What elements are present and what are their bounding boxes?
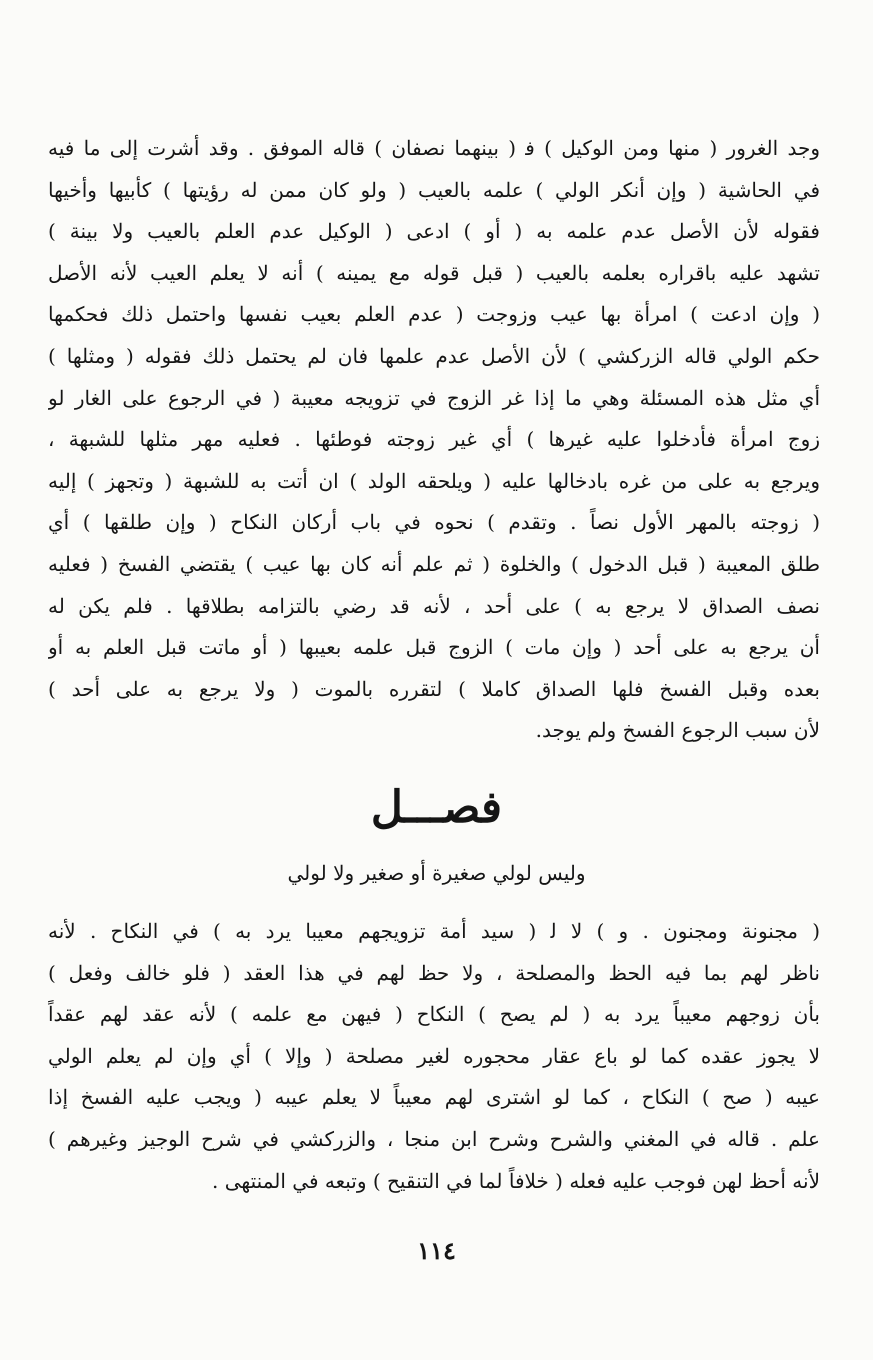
paragraph-top (48, 128, 820, 752)
text-line: فقوله لأن الأصل عدم علمه به ( أو ) ادعى ( الوكيل عدم العلم بالعيب ولا بينة ) (48, 219, 820, 244)
text-line: نصف الصداق لا يرجع به ) على أحد ، لأنه قد رضي بالتزامه بطلاقها . فلم يكن له (48, 593, 820, 618)
text-line: لا يجوز عقده كما لو باع عقار محجوره لغير مصلحة ( وإلا ) أي وإن لم يعلم الولي (48, 1043, 820, 1068)
text-line: طلق المعيبة ( قبل الدخول ) والخلوة ( ثم علم أنه كان بها عيب ) يقتضي الفسخ ( فعليه (48, 551, 820, 576)
section-subtitle: وليس لولي صغيرة أو صغير ولا لولي (287, 861, 586, 885)
text-line: بأن زوجهم معيباً يرد به ( لم يصح ) النكاح ( فيهن مع علمه ) لأنه عقد لهم عقداً (48, 1002, 820, 1027)
text-line: أي مثل هذه المسئلة وهي ما إذا غر الزوج في تزويجه معيبة ( في الرجوع على الغار لو (48, 385, 820, 410)
paragraph-bottom (48, 911, 820, 1202)
text-line: لأن سبب الرجوع الفسخ ولم يوجد. (535, 718, 820, 743)
text-line: وجد الغرور ( منها ومن الوكيل ) ﻓ ( بينهما نصفان ) قاله الموفق . وقد أشرت إلى ما فيه (48, 136, 820, 160)
text-line: ( زوجته بالمهر الأول نصاً . وتقدم ) نحوه في باب أركان النكاح ( وإن طلقها ) أي (48, 510, 820, 535)
text-line: زوج امرأة فأدخلوا عليه غيرها ) أي غير زوجته فوطئها . فعليه مهر مثلها للشبهة ، (48, 427, 820, 452)
text-line: ( مجنونة ومجنون . و ) لا ﻟ ( سيد أمة تزويجهم معيبا يرد به ) في النكاح . لأنه (48, 919, 820, 943)
text-line: ناظر لهم بما فيه الحظ والمصلحة ، ولا حظ لهم في هذا العقد ( فلو خالف وفعل ) (48, 960, 820, 985)
text-line: حكم الولي قاله الزركشي ) لأن الأصل عدم علمها فان لم يحتمل ذلك فقوله ( ومثلها ) (48, 343, 820, 368)
text-line: ويرجع به على من غره بادخالها عليه ( ويلحقه الولد ) ان أتت به للشبهة ( وتجهز ) إليه (48, 468, 820, 493)
text-line: تشهد عليه باقراره بعلمه بالعيب ( قبل قوله مع يمينه ) أنه لا يعلم العيب لأنه الأصل (48, 260, 820, 285)
section-title: فصـــل (370, 782, 503, 833)
text-line: بعده وقبل الفسخ فلها الصداق كاملا ) لتقرره بالموت ( ولا يرجع به على أحد ) (48, 676, 820, 701)
text-line: أن يرجع به على أحد ( وإن مات ) الزوج قبل علمه بعيبها ( أو ماتت قبل العلم به أو (48, 635, 820, 660)
text-line: لأنه أحظ لهن فوجب عليه فعله ( خلافاً لما في التنقيح ) وتبعه في المنتهى . (212, 1168, 820, 1193)
text-line: ( وإن ادعت ) امرأة بها عيب وزوجت ( عدم العلم بعيب نفسها واحتمل ذلك فحكمها (48, 302, 820, 327)
text-line: في الحاشية ( وإن أنكر الولي ) علمه بالعيب ( ولو كان ممن له رؤيتها ) كأبيها وأخيها (48, 177, 820, 202)
text-line: عيبه ( صح ) النكاح ، كما لو اشترى لهم معيباً لا يعلم عيبه ( ويجب عليه الفسخ إذا (48, 1085, 820, 1110)
text-line: علم . قاله في المغني والشرح وشرح ابن منجا ، والزركشي في شرح الوجيز وغيرهم ) (48, 1126, 820, 1151)
page-number: ١١٤ (417, 1236, 456, 1265)
